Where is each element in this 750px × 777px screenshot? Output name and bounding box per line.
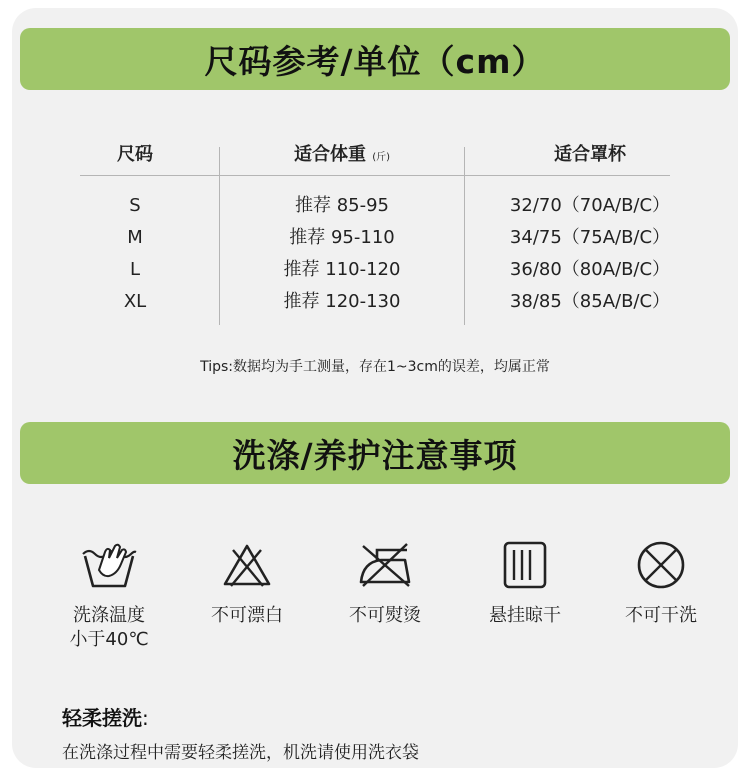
column-header-size: 尺码 <box>117 144 153 165</box>
weight-unit: (斤) <box>372 152 391 163</box>
care-section-title: 洗涤/养护注意事项 <box>20 422 730 484</box>
size-section-title: 尺码参考/单位（cm） <box>20 28 730 90</box>
care-item-no-dry-clean <box>606 540 716 628</box>
weight-cell: 推荐 110-120 <box>283 259 401 280</box>
size-cell: L <box>129 259 141 280</box>
care-item-no-bleach <box>192 540 302 628</box>
care-item-no-iron <box>330 540 440 628</box>
care-label: 不可干洗 <box>625 605 697 626</box>
care-label: 不可熨烫 <box>349 605 421 626</box>
care-label: 洗涤温度 小于40℃ <box>69 605 149 650</box>
no-iron-icon <box>355 540 415 590</box>
weight-cell: 推荐 85-95 <box>294 195 390 216</box>
size-table <box>80 140 670 330</box>
cup-cell: 36/80（80A/B/C） <box>509 259 671 280</box>
care-label: 悬挂晾干 <box>489 605 561 626</box>
size-cell: XL <box>123 291 147 312</box>
size-cell: M <box>127 227 143 248</box>
care-item-drip-dry <box>470 540 580 628</box>
cup-cell: 38/85（85A/B/C） <box>509 291 671 312</box>
content-card <box>12 8 738 768</box>
care-item-hand-wash <box>54 540 164 652</box>
drip-dry-icon <box>495 540 555 590</box>
size-column <box>80 140 190 318</box>
size-cell: S <box>129 195 141 216</box>
care-label: 不可漂白 <box>211 605 283 626</box>
weight-column <box>220 140 464 318</box>
cup-cell: 32/70（70A/B/C） <box>509 195 671 216</box>
cup-cell: 34/75（75A/B/C） <box>509 227 671 248</box>
cup-column <box>465 140 715 318</box>
column-header-weight: 适合体重 (斤) <box>293 144 391 165</box>
measurement-tips: Tips:数据均为手工测量，存在1~3cm的误差，均属正常 <box>200 359 550 375</box>
column-header-cup: 适合罩杯 <box>554 144 626 165</box>
weight-cell: 推荐 120-130 <box>283 291 401 312</box>
gentle-wash-description: 在洗涤过程中需要轻柔搓洗，机洗请使用洗衣袋 <box>62 743 419 763</box>
no-dry-clean-icon <box>631 540 691 590</box>
hand-wash-icon <box>79 540 139 590</box>
no-bleach-icon <box>217 540 277 590</box>
weight-cell: 推荐 95-110 <box>289 227 395 248</box>
gentle-wash-title: 轻柔搓洗: <box>62 706 149 730</box>
